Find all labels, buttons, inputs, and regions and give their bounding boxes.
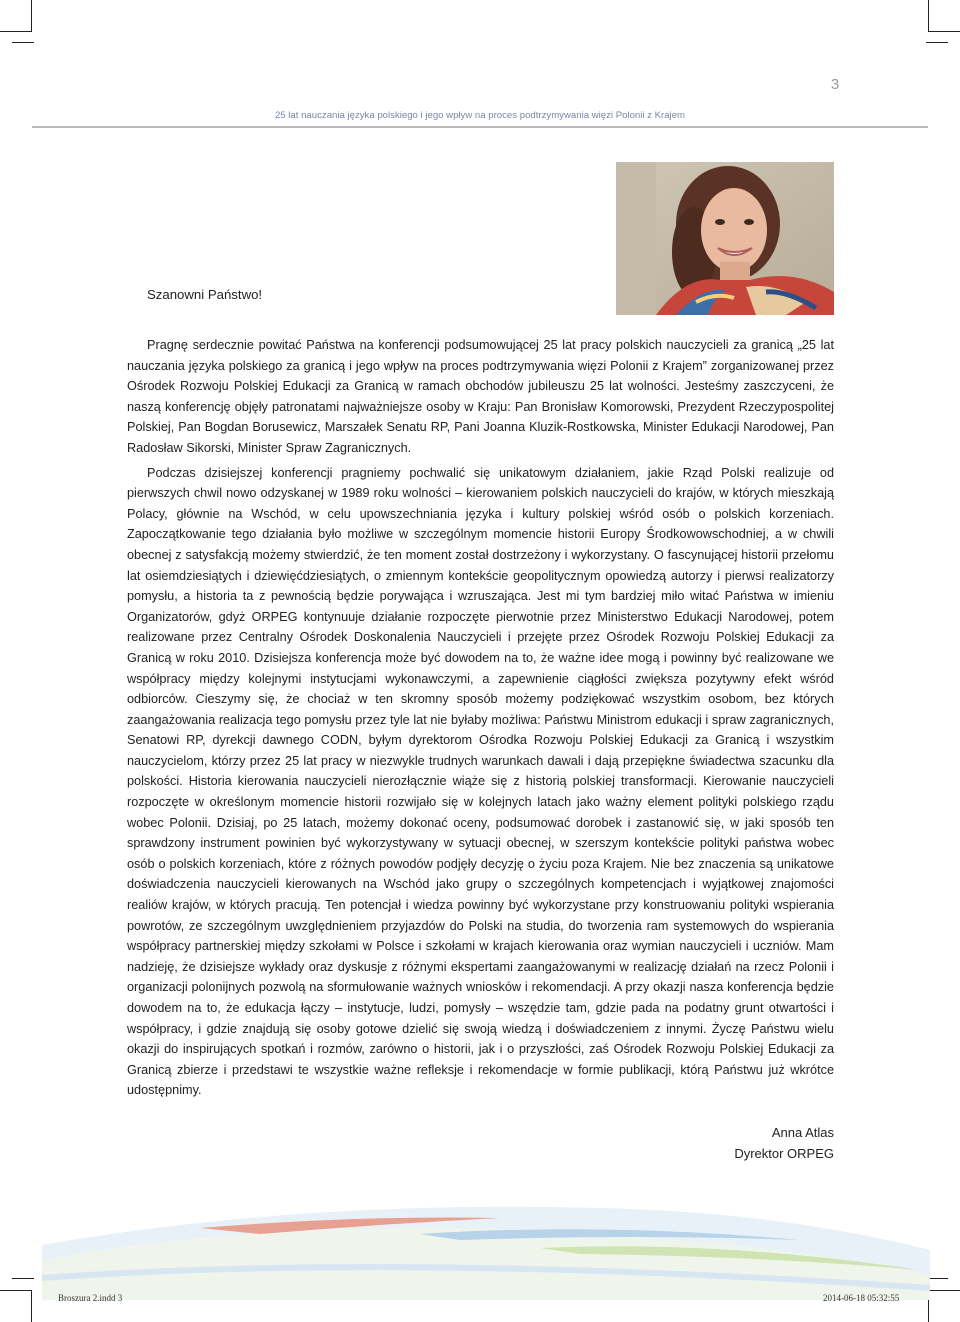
signature-title: Dyrektor ORPEG <box>734 1145 834 1161</box>
crop-mark <box>928 0 929 32</box>
crop-mark <box>12 42 34 43</box>
crop-mark <box>928 31 960 32</box>
paragraph: Pragnę serdecznie powitać Państwa na konferencji podsumowującej 25 lat pracy polskich nauczycieli za granicą „25 lat nauczania języka polskiego za granicą i jego wpływ na proces podtrzymywania więzi Polonii z Krajem” zorganizowanej przez Ośrodek Rozwoju Polskiej Edukacji za Granicą w ramach obchodów jubileuszu 25 lat wolności. Jesteśmy zaszczyceni, że naszą konferencję objęły patronatami najważniejsze osoby w Kraju: Pan Bronisław Komorowski, Prezydent Rzeczypospolitej Polskiej, Pan Bogdan Borusewicz, Marszałek Senatu RP, Pani Joanna Kluzik-Rostkowska, Minister Edukacji Narodowej, Pan Radosław Sikorski, Minister Spraw Zagranicznych. <box>127 338 834 455</box>
decorative-wave <box>0 1190 960 1300</box>
slug-timestamp: 2014-06-18 05:32:55 <box>823 1293 900 1303</box>
crop-mark <box>926 42 948 43</box>
signature-name: Anna Atlas <box>771 1125 834 1140</box>
paragraph: Podczas dzisiejszej konferencji pragniemy pochwalić się unikatowym działaniem, jakie Rząd Polski realizuje od pierwszych chwil nowo odzyskanej w 1989 roku wolności – kierowaniem polskich nauczycieli do krajów, w których mieszkają Polacy, głównie na Wschód, w celu upowszechniania języka i kultury polskiej wśród osób o polskich korzeniach. Zapoczątkowanie tego działania było możliwe w szczególnym momencie historii Europy Środkowowschodniej, a w chwili obecnej z satysfakcją możemy stwierdzić, że ten moment został dostrzeżony i wykorzystany. O fascynującej historii przełomu lat osiemdziesiątych i dziewięćdziesiątych, o zmiennym kontekście geopolitycznym opowiedzą autorzy i pierwsi realizatorzy pomysłu, a historia ta z pewnością będzie porywająca i wzruszająca. Jest mi tym bardziej miło witać Państwa w imieniu Organizatorów, gdyż ORPEG kontynuuje działanie rozpoczęte pierwotnie przez Ministerstwo Edukacji Narodowej, potem realizowane przez Centralny Ośrodek Doskonalenia Nauczycieli i przejęte przez Ośrodek Rozwoju Polskiej Edukacji za Granicą w roku 2010. Dzisiejsza konferencja może być dowodem na to, że ważne idee mogą i powinny być realizowane we współpracy między kolejnymi instytucjami wykonawczymi, a zapewnienie ciągłości zwiększa pozytywny efekt wśród odbiorców. Cieszymy się, że chociaż w ten skromny sposób możemy podziękować wszystkim osobom, bez których zaangażowania realizacja tego pomysłu przez tyle lat nie byłaby możliwa: Państwu Ministrom edukacji i spraw zagranicznych, Senatowi RP, dyrekcji dawnego CODN, byłym dyrektorom Ośrodka Rozwoju Polskiej Edukacji za Granicą i wszystkim nauczycielom, którzy przez 25 lat pracy w niezwykle trudnych warunkach dawali i dają przepiękne świadectwa szacunku dla polskości. Historia kierowania nauczycieli nierozłącznie wiąże się z historią polskiej transformacji. Kierowanie nauczycieli rozpoczęte w określonym momencie historii rozwijało się w kolejnych latach jako ważny element polityki polskiego rządu wobec Polonii. Dzisiaj, po 25 latach, możemy dokonać oceny, podsumować dorobek i zastanowić się, w jaki sposób ten sprawdzony instrument powinien być wykorzystywany w sytuacji obecnej, w szerszym kontekście polityki państwa wobec osób o polskich korzeniach, które z różnych powodów podjęły decyzję o życiu poza Krajem. Nie bez znaczenia są unikatowe doświadczenia nauczycieli kierowanych na Wschód jako grupy o szczególnych kompetencjach i wyjątkowej znajomości realiów krajów, w których pracują. Ten potencjał i wiedza powinny być wykorzystane przy konstruowaniu polityki wspierania powrotów, ze szczególnym uwzględnieniem przyjazdów do Polski na studia, do tworzenia ram systemowych do wspierania współpracy partnerskiej między szkołami w Polsce i szkołami w krajach kierowania oraz wymian nauczycieli i uczniów. Mam nadzieję, że dzisiejsze wykłady oraz dyskusje z różnymi ekspertami zaangażowanymi w realizację działań na rzecz Polonii i organizacji polonijnych pozwolą na sformułowanie ważnych wniosków i rekomendacji. A przy okazji nasza konferencja będzie dowodem na to, że edukacja łączy – instytucje, ludzi, pomysły – wszędzie tam, gdzie pada na podatny grunt otwartości i współpracy, i gdzie znajdują się osoby gotowe dzielić się swoją wiedzą i doświadczeniem z innymi. Życzę Państwu wielu okazji do inspirujących spotkań i rozmów, zarówno o historii, jak i o przyszłości, zaś Ośrodek Rozwoju Polskiej Edukacji za Granicą zbierze i przedstawi te wszystkie ważne refleksje i rekomendacje w formie publikacji, którą Państwu już wkrótce udostępnimy. <box>127 465 834 1098</box>
header-rule <box>32 126 928 128</box>
letter-body <box>127 335 834 1101</box>
greeting: Szanowni Państwo! <box>147 287 263 302</box>
page-number: 3 <box>830 76 840 93</box>
crop-mark <box>31 0 32 32</box>
signature <box>640 1123 834 1164</box>
portrait-photo <box>616 162 834 315</box>
running-head: 25 lat nauczania języka polskiego i jego wpływ na proces podtrzymywania więzi Polonii z Krajem <box>274 110 686 121</box>
slug-file: Broszura 2.indd 3 <box>58 1293 123 1303</box>
crop-mark <box>0 31 32 32</box>
